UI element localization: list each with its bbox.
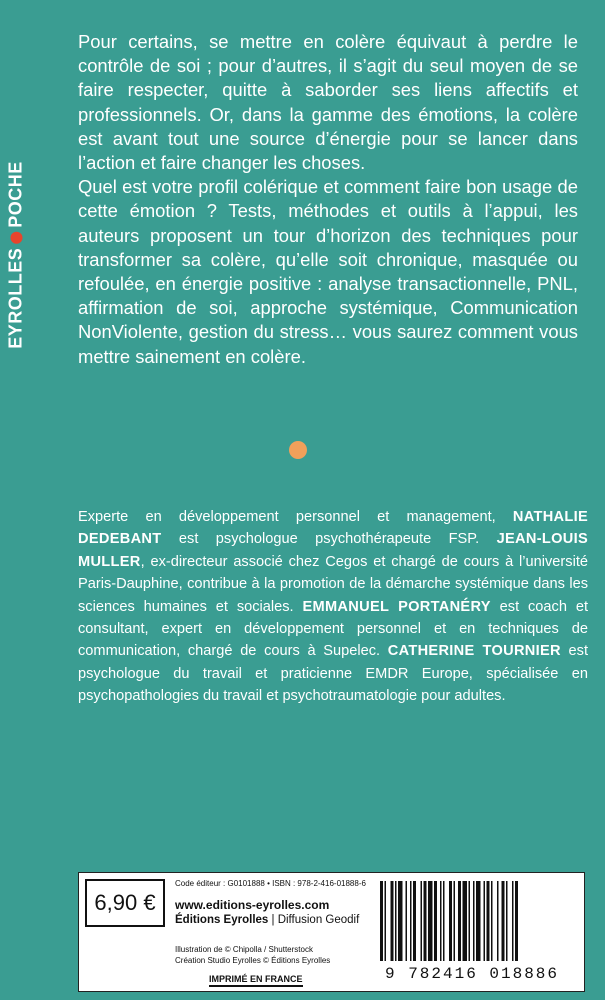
brand-dot-icon [10, 232, 22, 244]
barcode-bar [434, 881, 437, 961]
barcode-bar [491, 881, 493, 961]
price-text: 6,90 € [94, 890, 156, 915]
barcode-bar [502, 881, 505, 961]
barcode-bars-icon [372, 881, 572, 963]
brand-right-text: POCHE [5, 161, 26, 228]
barcode-bar [463, 881, 468, 961]
separator-dot-icon [289, 441, 307, 459]
publisher-name: Éditions Eyrolles [175, 914, 269, 926]
barcode-bar [385, 881, 387, 961]
blurb-paragraph-2: Quel est votre profil colérique et comment faire bon usage de cette émotion ? Tests, méthodes et outils à l’appui, les auteurs proposent un tour d’horizon des techniques pour transformer sa colère, qu’elle soit chronique, masquée ou refoulée, en énergie positive : analyse transactionnelle, PNL, affirmation de soi, approche systémique, Communication NonViolente, gestion du stress… vous saurez comment vous mettre sainement en colère. [78, 176, 578, 367]
printed-in-france: IMPRIMÉ EN FRANCE [209, 974, 303, 987]
bio-text: Experte en développement personnel et management, [78, 509, 513, 525]
author-name: JEAN-LOUIS MULLER [78, 531, 588, 570]
book-blurb [78, 30, 578, 369]
barcode-bar [395, 881, 397, 961]
credits [175, 944, 365, 966]
bio-text: est psychologue psychothérapeute FSP. [161, 531, 497, 548]
barcode-bar [440, 881, 442, 961]
authors-bio [78, 506, 588, 708]
barcode-bar [476, 881, 481, 961]
bio-text: , ex-directeur associé chez Cegos et chargé de cours à l’université Paris-Dauphine, contribue à la promotion de la démarche systémique dans les sciences humaines et sociales. [78, 553, 588, 615]
publisher-vertical-logo [2, 155, 30, 355]
author-name: CATHERINE TOURNIER [387, 643, 561, 660]
barcode-bar [454, 881, 456, 961]
barcode-bar [484, 881, 486, 961]
barcode-bar [398, 881, 403, 961]
publisher-info-band [78, 872, 585, 992]
barcode-bar [443, 881, 445, 961]
isbn-codes: Code éditeur : G0101888 • ISBN : 978-2-416-01888-6 [175, 879, 366, 888]
barcode-bar [424, 881, 427, 961]
barcode [372, 881, 572, 983]
bio-text: est psychologue du travail et praticienne EMDR Europe, spécialisée en psychopathologies du travail et psychotraumatologie pour adultes. [78, 643, 589, 705]
barcode-bar [421, 881, 423, 961]
barcode-bar [469, 881, 471, 961]
barcode-bar [413, 881, 416, 961]
barcode-bar [380, 881, 383, 961]
barcode-bar [449, 881, 452, 961]
barcode-bar [406, 881, 408, 961]
barcode-bar [512, 881, 514, 961]
barcode-bar [458, 881, 461, 961]
barcode-bar [506, 881, 508, 961]
barcode-bar [487, 881, 490, 961]
credit-design: Création Studio Eyrolles © Éditions Eyrolles [175, 956, 331, 965]
barcode-bar [410, 881, 412, 961]
credit-illustration: Illustration de © Chipolla / Shutterstock [175, 945, 313, 954]
barcode-bar [515, 881, 518, 961]
barcode-bar [473, 881, 475, 961]
barcode-bar [391, 881, 394, 961]
blurb-paragraph-1: Pour certains, se mettre en colère équivaut à perdre le contrôle de soi ; pour d’autres, il s’agit du seul moyen de se faire respecter, quitte à saborder ses liens affectifs et professionnels. Or, dans la gamme des émotions, la colère est avant tout une source d’énergie pour se lancer dans l’action et faire changer les choses. [78, 31, 578, 174]
publisher-meta [175, 879, 365, 987]
publisher-url: www.editions-eyrolles.com [175, 898, 330, 912]
barcode-number: 9 782416 018886 [384, 965, 560, 983]
publisher-line [175, 914, 365, 926]
distributor-text: | Diffusion Geodif [268, 914, 360, 926]
barcode-bar [428, 881, 433, 961]
price-box [85, 879, 165, 927]
barcode-bar [497, 881, 499, 961]
bio-text: est coach et consultant, expert en développement personnel et en techniques de communication, chargé de cours à Supelec. [78, 598, 588, 660]
brand-left-text: EYROLLES [5, 247, 26, 349]
author-name: EMMANUEL PORTANÉRY [302, 598, 491, 615]
author-name: NATHALIE DEDEBANT [78, 509, 588, 548]
